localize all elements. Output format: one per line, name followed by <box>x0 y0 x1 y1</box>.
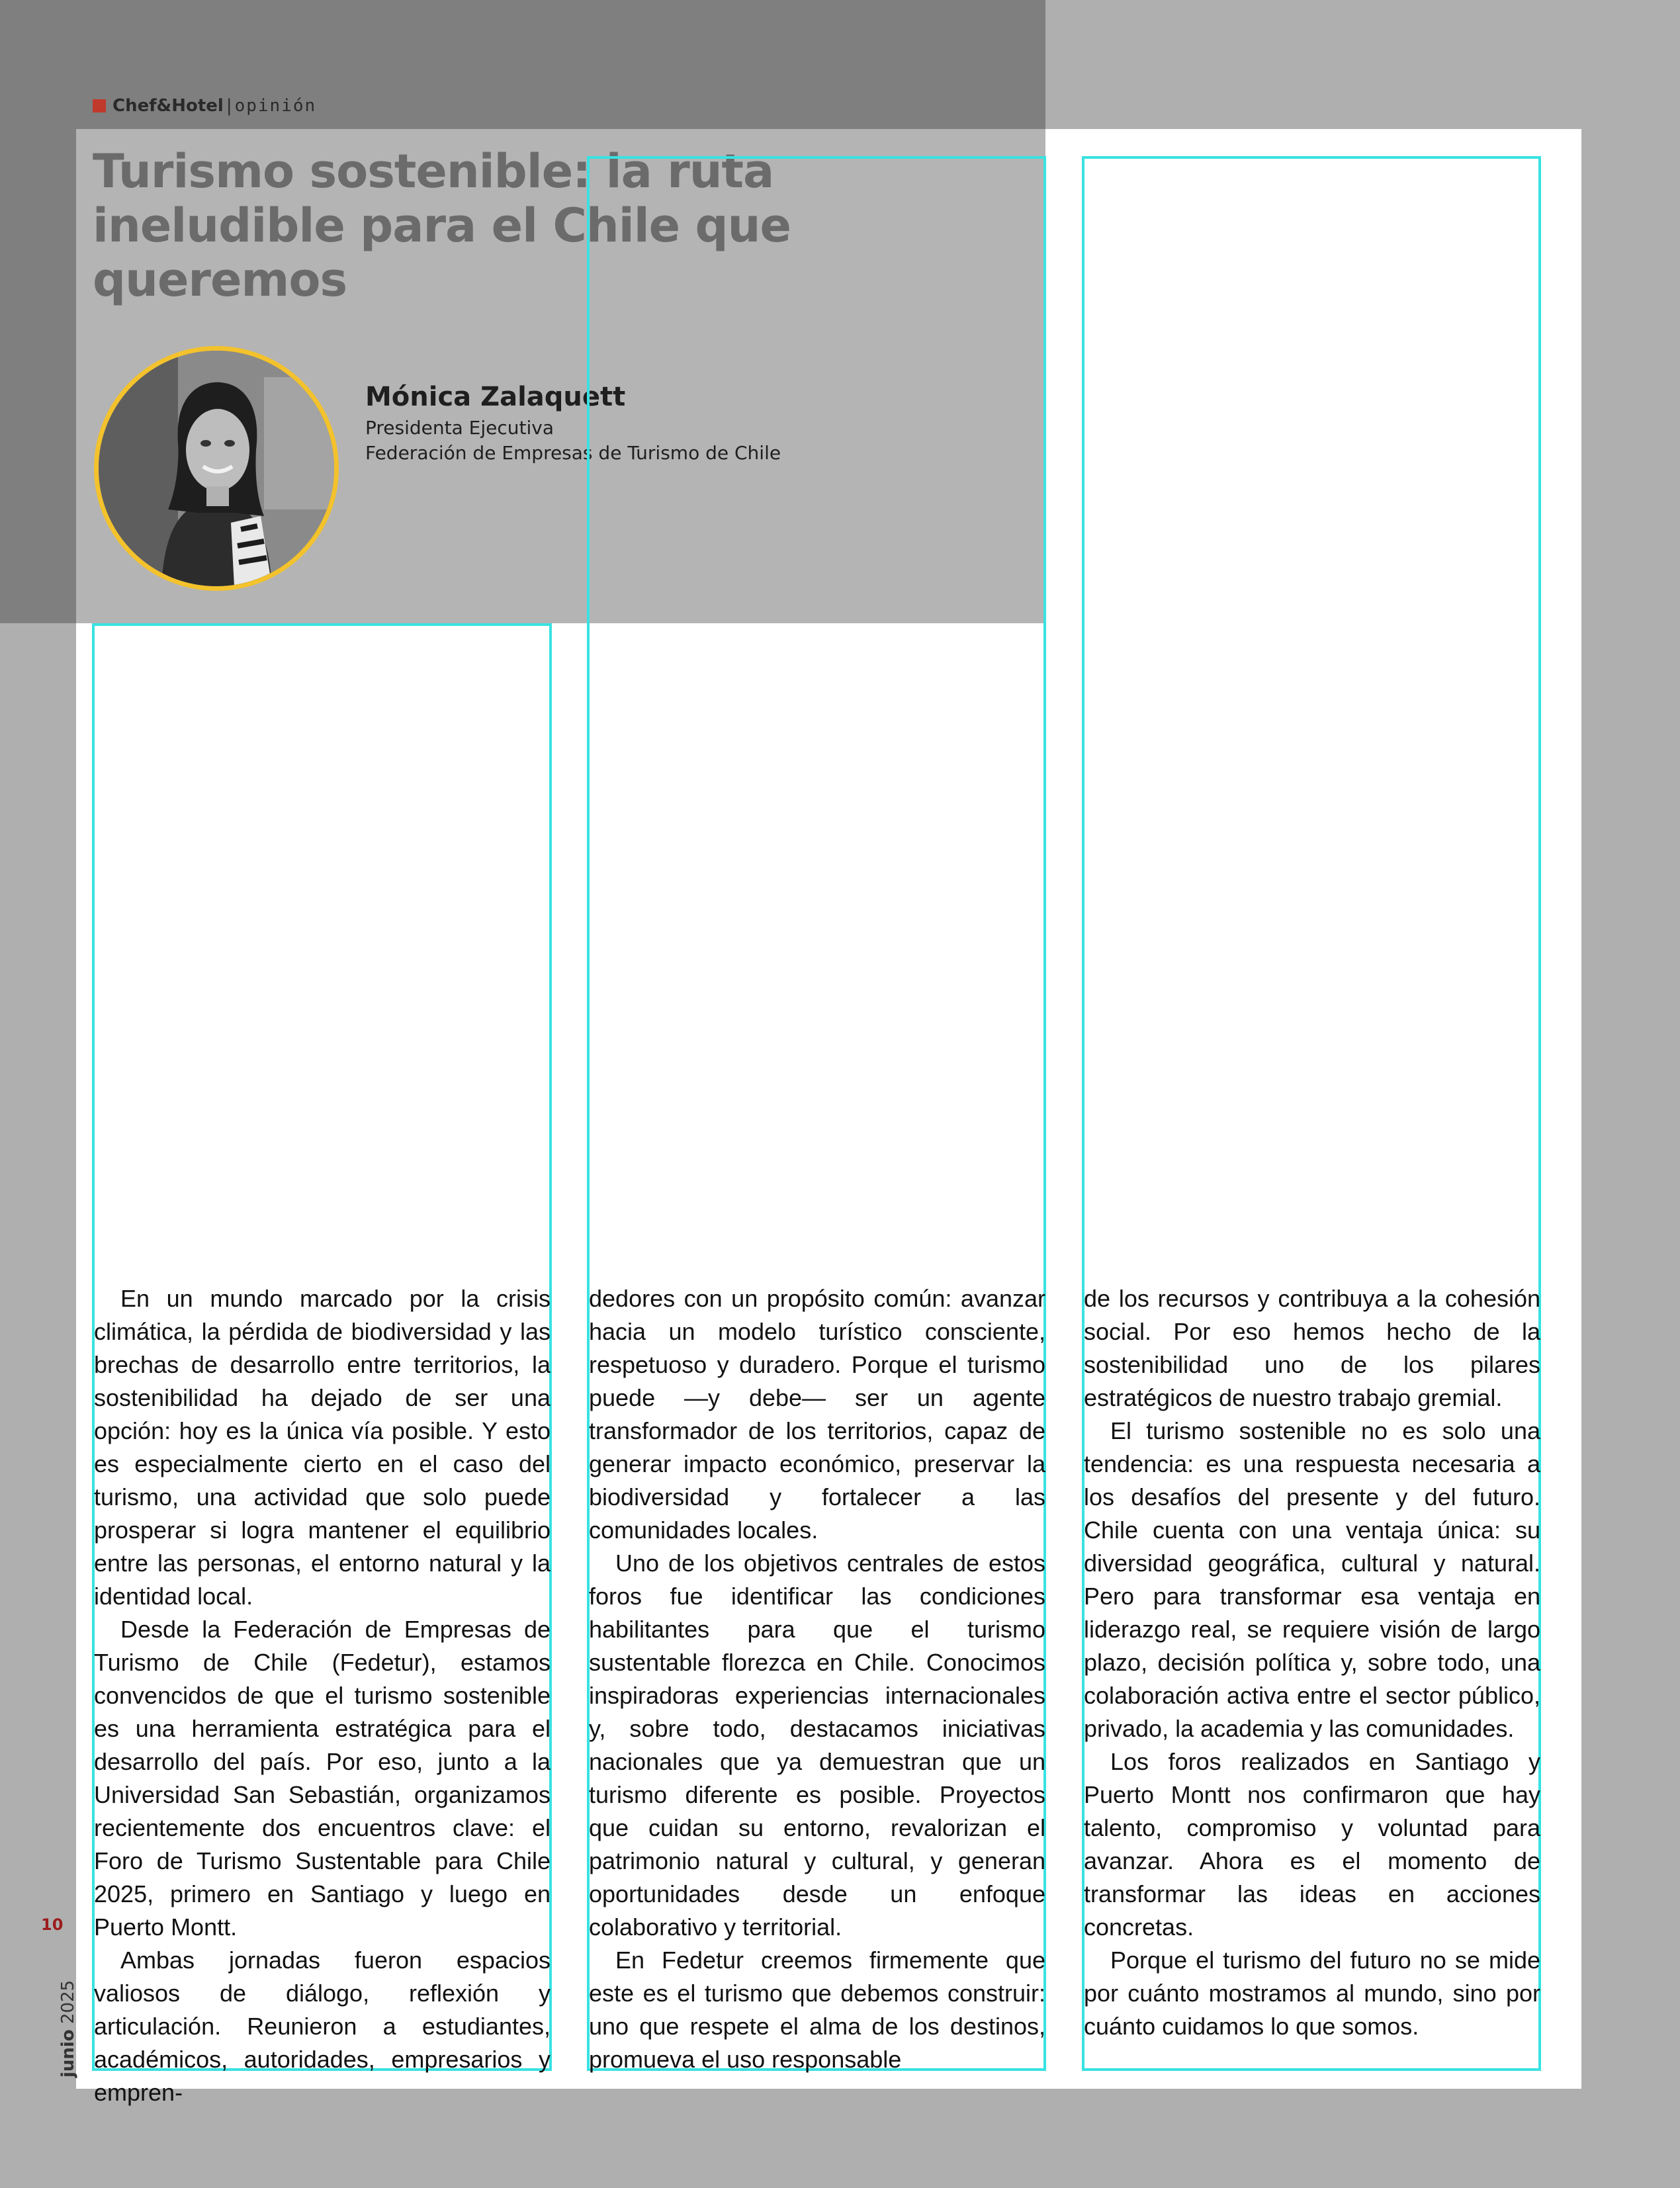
article-column-1 <box>94 1282 551 2109</box>
section-tag <box>93 93 316 119</box>
tag-separator: | <box>226 96 232 116</box>
author-organization: Federación de Empresas de Turismo de Chile <box>365 442 781 464</box>
paragraph: Los foros realizados en Santiago y Puerto Montt nos confirmaron que hay talento, compromiso y voluntad para avanzar. Ahora es el momento de transformar las ideas en acciones concretas. <box>1084 1748 1540 1941</box>
article-column-3 <box>1084 1282 1540 2043</box>
article-column-2 <box>589 1282 1045 2076</box>
paragraph: En un mundo marcado por la crisis climática, la pérdida de biodiversidad y las brechas de desarrollo entre territorios, la sostenibilidad ha dejado de ser una opción: hoy es la única vía posible. Y esto es especialmente cierto en el caso del turismo, una actividad que solo puede prosperar si logra mantener el equilibrio entre las personas, el entorno natural y la identidad local. <box>94 1285 551 1610</box>
section-marker-icon <box>93 99 106 112</box>
issue-year: 2025 <box>58 1980 78 2025</box>
author-portrait-icon <box>99 351 334 586</box>
paragraph: En Fedetur creemos firmemente que este es el turismo que debemos construir: uno que respete el alma de los destinos, promueva el uso responsable <box>589 1947 1045 2073</box>
paragraph: Ambas jornadas fueron espacios valiosos de diálogo, reflexión y articulación. Reunieron a estudiantes, académicos, autoridades, empresarios y empren- <box>94 1947 551 2106</box>
section-name: opinión <box>234 96 317 116</box>
author-role: Presidenta Ejecutiva <box>365 417 554 439</box>
article-title: Turismo sostenible: la ruta ineludible para el Chile que queremos <box>93 144 791 307</box>
author-photo <box>94 346 339 591</box>
magazine-brand: Chef&Hotel <box>112 96 224 116</box>
paragraph: de los recursos y contribuya a la cohesión social. Por eso hemos hecho de la sostenibilidad uno de los pilares estratégicos de nuestro trabajo gremial. <box>1084 1285 1540 1411</box>
paragraph: dedores con un propósito común: avanzar hacia un modelo turístico consciente, respetuoso y duradero. Porque el turismo puede —y debe— ser un agente transformador de los territorios, capaz de generar impacto económico, preservar la biodiversidad y fortalecer a las comunidades locales. <box>589 1285 1045 1544</box>
author-name: Mónica Zalaquett <box>365 382 626 412</box>
paragraph: El turismo sostenible no es solo una tendencia: es una respuesta necesaria a los desafíos del presente y del futuro. Chile cuenta con una ventaja única: su diversidad geográfica, cultural y natural. Pero para transformar esa ventaja en liderazgo real, se requiere visión de largo plazo, decisión política y, sobre todo, una colaboración activa entre el sector público, privado, la academia y las comunidades. <box>1084 1417 1540 1742</box>
paragraph: Desde la Federación de Empresas de Turismo de Chile (Fedetur), estamos convencidos de que el turismo sostenible es una herramienta estratégica para el desarrollo del país. Por eso, junto a la Universidad San Sebastián, organizamos recientemente dos encuentros clave: el Foro de Turismo Sustentable para Chile 2025, primero en Santiago y luego en Puerto Montt. <box>94 1616 551 1941</box>
paragraph: Uno de los objetivos centrales de estos foros fue identificar las condiciones habilitantes para que el turismo sustentable florezca en Chile. Conocimos inspiradoras experiencias internacionales y, sobre todo, destacamos iniciativas nacionales que ya demuestran que un turismo diferente es posible. Proyectos que cuidan su entorno, revalorizan el patrimonio natural y cultural, y generan oportunidades desde un enfoque colaborativo y territorial. <box>589 1550 1045 1941</box>
page-number: 10 <box>41 1915 64 1934</box>
paragraph: Porque el turismo del futuro no se mide por cuánto mostramos al mundo, sino por cuánto cuidamos lo que somos. <box>1084 1947 1540 2040</box>
issue-month: junio <box>58 2029 78 2078</box>
issue-date <box>58 1980 78 2078</box>
